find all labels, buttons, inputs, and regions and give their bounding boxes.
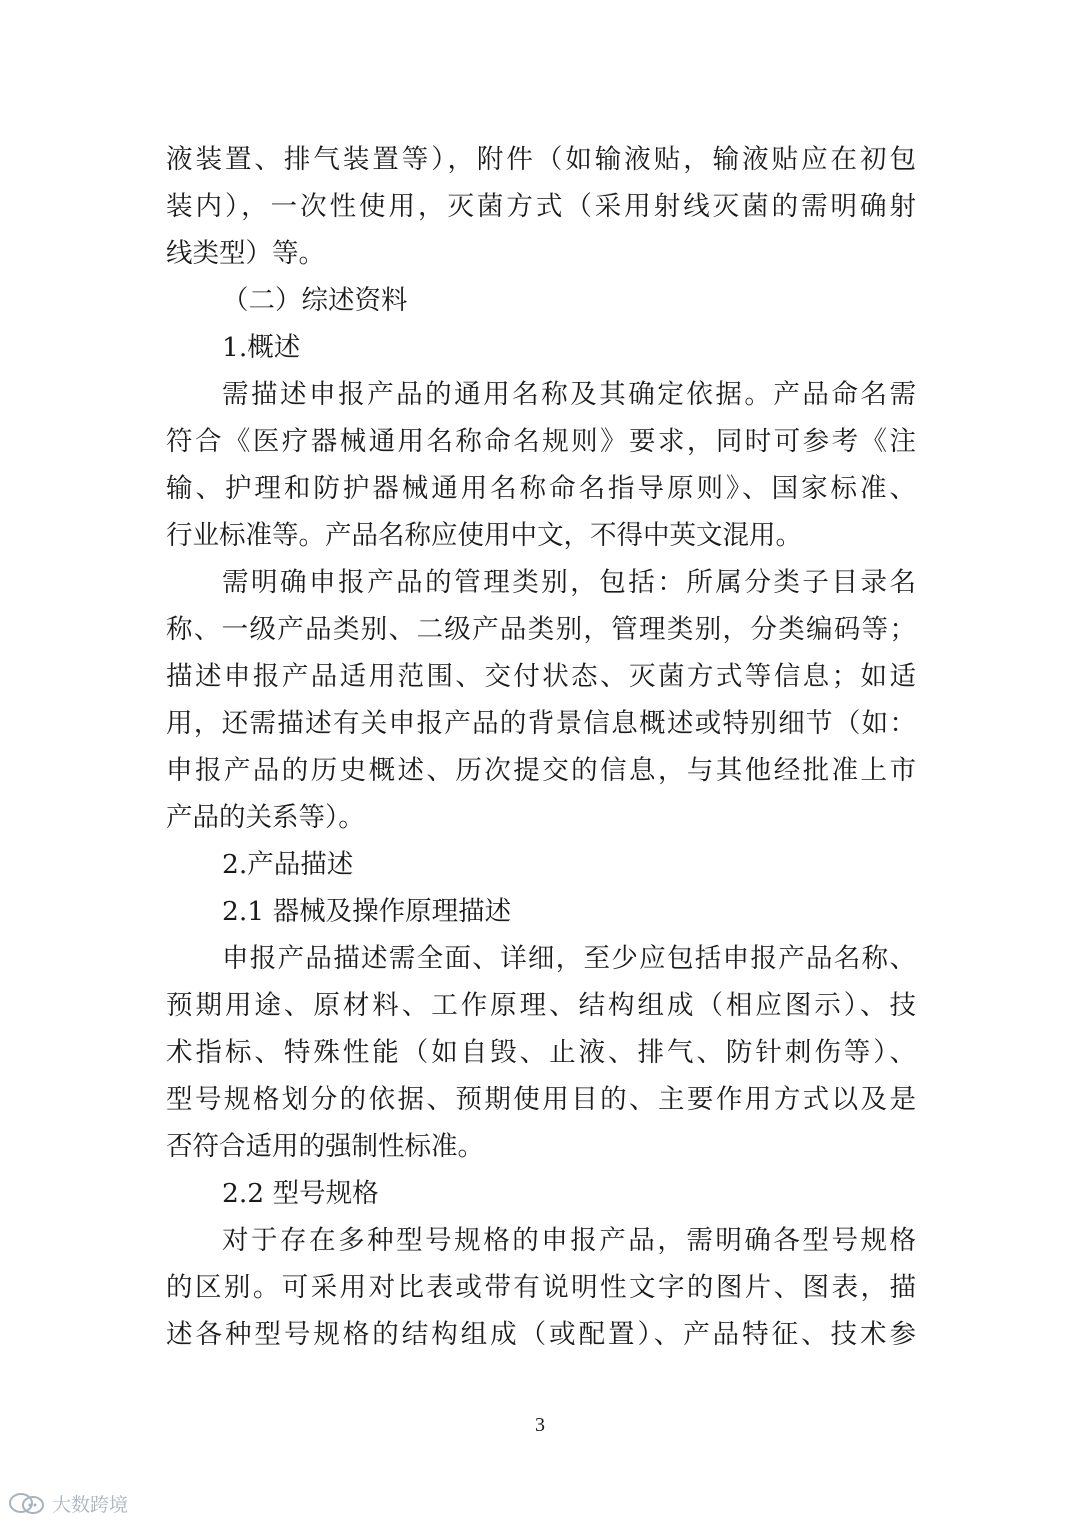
text-line: 输、护理和防护器械通用名称命名指导原则》、国家标准、 — [166, 473, 916, 504]
section-heading: 2.1 器械及操作原理描述 — [222, 896, 512, 927]
text-line: 行业标准等。产品名称应使用中文，不得中英文混用。 — [166, 520, 802, 551]
text-line: 的区别。可采用对比表或带有说明性文字的图片、图表，描 — [166, 1272, 916, 1303]
text-line: 对于存在多种型号规格的申报产品，需明确各型号规格 — [222, 1225, 916, 1256]
chat-bubbles-logo-icon — [8, 1491, 46, 1517]
text-line: 线类型）等。 — [166, 238, 325, 269]
text-line: 术指标、特殊性能（如自毁、止液、排气、防针刺伤等）、 — [166, 1037, 916, 1068]
text-line: 需描述申报产品的通用名称及其确定依据。产品命名需 — [222, 379, 916, 410]
text-line: 装内），一次性使用，灭菌方式（采用射线灭菌的需明确射 — [166, 191, 916, 222]
text-line: 型号规格划分的依据、预期使用目的、主要作用方式以及是 — [166, 1084, 916, 1115]
text-line: 申报产品描述需全面、详细，至少应包括申报产品名称、 — [222, 943, 916, 974]
section-heading: 2.产品描述 — [222, 849, 354, 880]
text-line: 申报产品的历史概述、历次提交的信息，与其他经批准上市 — [166, 755, 916, 786]
text-line: 描述申报产品适用范围、交付状态、灭菌方式等信息；如适 — [166, 661, 916, 692]
text-line: 符合《医疗器械通用名称命名规则》要求，同时可参考《注 — [166, 426, 916, 457]
text-line: 述各种型号规格的结构组成（或配置）、产品特征、技术参 — [166, 1319, 916, 1350]
section-heading: 2.2 型号规格 — [222, 1178, 379, 1209]
document-body — [166, 136, 916, 1358]
text-line: 产品的关系等）。 — [166, 802, 365, 833]
watermark — [8, 1490, 128, 1517]
text-line: 需明确申报产品的管理类别，包括：所属分类子目录名 — [222, 567, 916, 598]
text-line: 用，还需描述有关申报产品的背景信息概述或特别细节（如： — [166, 708, 916, 739]
section-heading: 1.概述 — [222, 332, 301, 363]
text-line: 预期用途、原材料、工作原理、结构组成（相应图示）、技 — [166, 990, 916, 1021]
text-line: 液装置、排气装置等），附件（如输液贴，输液贴应在初包 — [166, 144, 916, 175]
text-line: 否符合适用的强制性标准。 — [166, 1131, 484, 1162]
watermark-text: 大数跨境 — [52, 1494, 129, 1516]
section-heading: （二）综述资料 — [222, 285, 408, 316]
text-line: 称、一级产品类别、二级产品类别，管理类别，分类编码等； — [166, 614, 916, 645]
page-number: 3 — [535, 1414, 545, 1436]
